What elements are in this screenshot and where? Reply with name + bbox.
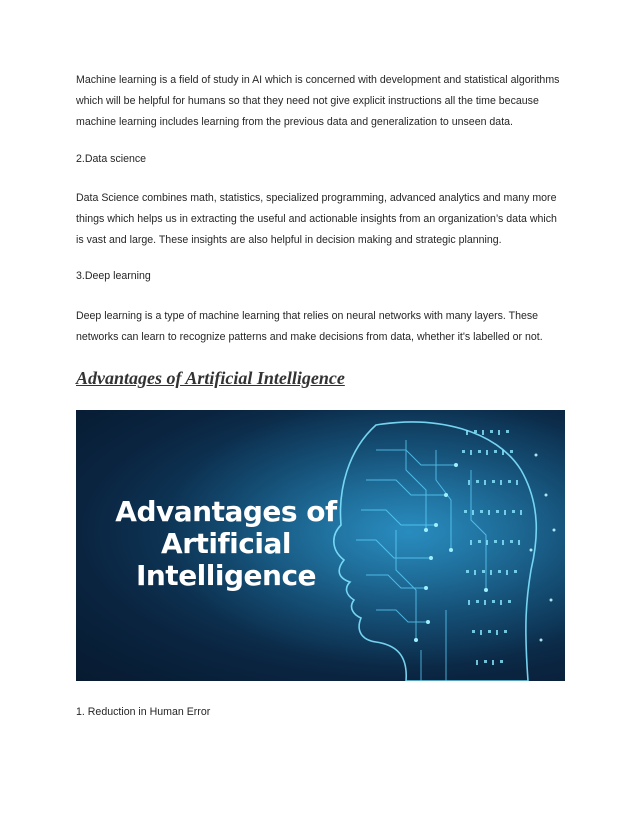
banner-line-1: Advantages of (115, 495, 337, 528)
section-title: Advantages of Artificial Intelligence (76, 368, 345, 388)
list-item-reduction-human-error: 1. Reduction in Human Error (76, 706, 211, 718)
banner-line-2: Artificial (161, 527, 291, 560)
banner-line-3: Intelligence (135, 559, 317, 592)
paragraph-data-science: Data Science combines math, statistics, specialized programming, advanced analytics and many more things which helps us in extracting the useful and actionable insights from an organization’s data which is vast and large. These insights are also helpful in decision making and strategic planning. (76, 192, 557, 246)
paragraph-machine-learning: Machine learning is a field of study in AI which is concerned with development and statistical algorithms which will be helpful for humans so that they need not give explicit instructions all the time because machine learning includes learning from the previous data and generalization to unseen data. (76, 74, 560, 128)
ai-banner-image (76, 410, 565, 681)
paragraph-deep-learning: Deep learning is a type of machine learning that relies on neural networks with many layers. These networks can learn to recognize patterns and make decisions from data, whether it's labelled or not. (76, 310, 543, 343)
heading-data-science: 2.Data science (76, 153, 147, 165)
heading-deep-learning: 3.Deep learning (76, 270, 151, 282)
banner-title (76, 496, 376, 592)
